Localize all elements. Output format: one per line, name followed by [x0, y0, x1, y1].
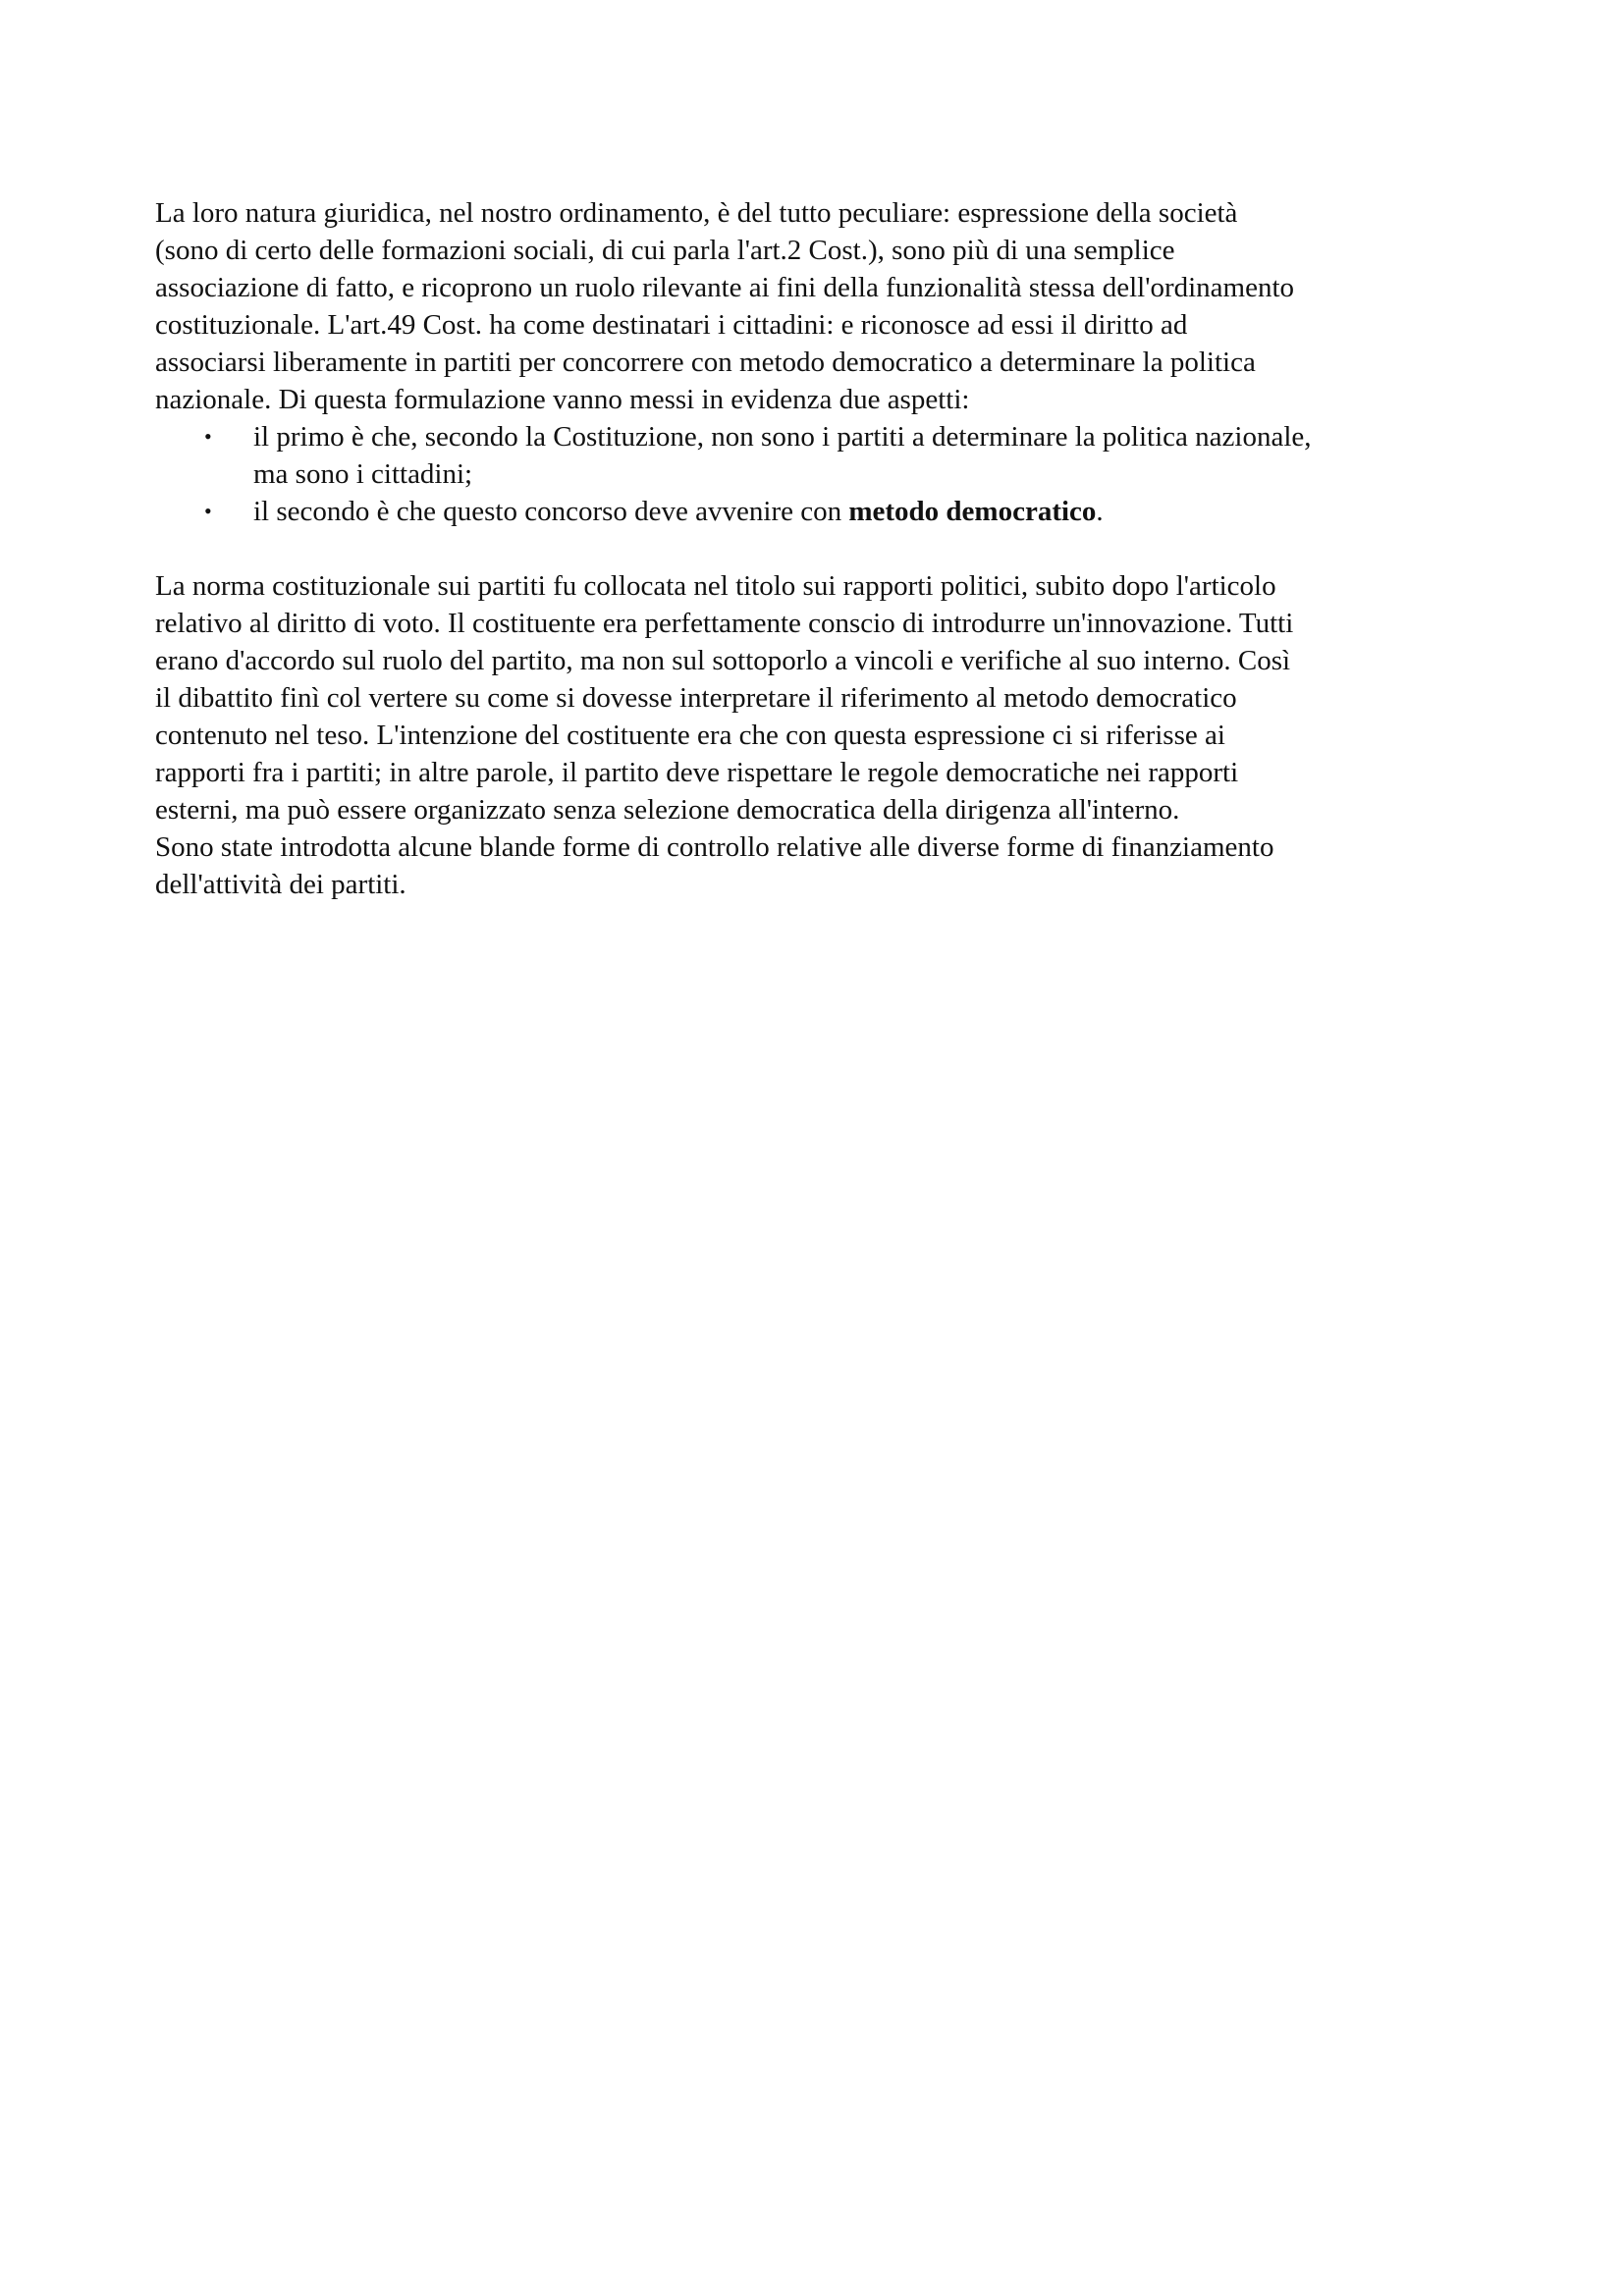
text-line: il primo è che, secondo la Costituzione, non sono i partiti a determinare la politica nazionale,	[253, 421, 1312, 453]
text-line: costituzionale. L'art.49 Cost. ha come destinatari i cittadini: e riconosce ad essi il diritto ad	[155, 309, 1188, 341]
text-line: relativo al diritto di voto. Il costituente era perfettamente conscio di introdurre un'innovazione. Tutti	[155, 608, 1294, 639]
text-line: contenuto nel teso. L'intenzione del costituente era che con questa espressione ci si riferisse ai	[155, 720, 1225, 751]
text-line: (sono di certo delle formazioni sociali, di cui parla l'art.2 Cost.), sono più di una semplice	[155, 235, 1175, 266]
text-line: La loro natura giuridica, nel nostro ordinamento, è del tutto peculiare: espressione della società	[155, 197, 1238, 229]
bullet-item-second	[155, 493, 1490, 530]
text-line: ma sono i cittadini;	[253, 458, 473, 490]
paragraph-spacer	[155, 530, 1490, 567]
text-line: La norma costituzionale sui partiti fu collocata nel titolo sui rapporti politici, subito dopo l'articolo	[155, 570, 1276, 602]
paragraph-main	[155, 567, 1490, 903]
bullet-text: il secondo è che questo concorso deve avvenire con	[253, 496, 849, 527]
text-line: esterni, ma può essere organizzato senza selezione democratica della dirigenza all'interno.	[155, 794, 1180, 826]
document-body	[155, 194, 1490, 903]
text-line: associarsi liberamente in partiti per concorrere con metodo democratico a determinare la politica	[155, 347, 1256, 378]
text-line: rapporti fra i partiti; in altre parole, il partito deve rispettare le regole democratiche nei rapporti	[155, 757, 1239, 788]
paragraph-intro	[155, 194, 1490, 418]
text-line: il dibattito finì col vertere su come si dovesse interpretare il riferimento al metodo democratico	[155, 682, 1237, 714]
text-line: dell'attività dei partiti.	[155, 869, 406, 900]
bullet-list	[155, 418, 1490, 530]
text-line: Sono state introdotta alcune blande forme di controllo relative alle diverse forme di finanziamento	[155, 831, 1274, 863]
text-line: associazione di fatto, e ricoprono un ruolo rilevante ai fini della funzionalità stessa dell'ordinamento	[155, 272, 1295, 303]
text-line: erano d'accordo sul ruolo del partito, ma non sul sottoporlo a vincoli e verifiche al suo interno. Così	[155, 645, 1291, 676]
bullet-icon: •	[204, 424, 212, 449]
bullet-text-end: .	[1096, 496, 1104, 527]
bullet-item-first	[155, 418, 1490, 493]
bold-term: metodo democratico	[848, 496, 1097, 527]
text-line: nazionale. Di questa formulazione vanno messi in evidenza due aspetti:	[155, 384, 970, 415]
text-line	[253, 493, 1490, 530]
bullet-icon: •	[204, 499, 212, 523]
